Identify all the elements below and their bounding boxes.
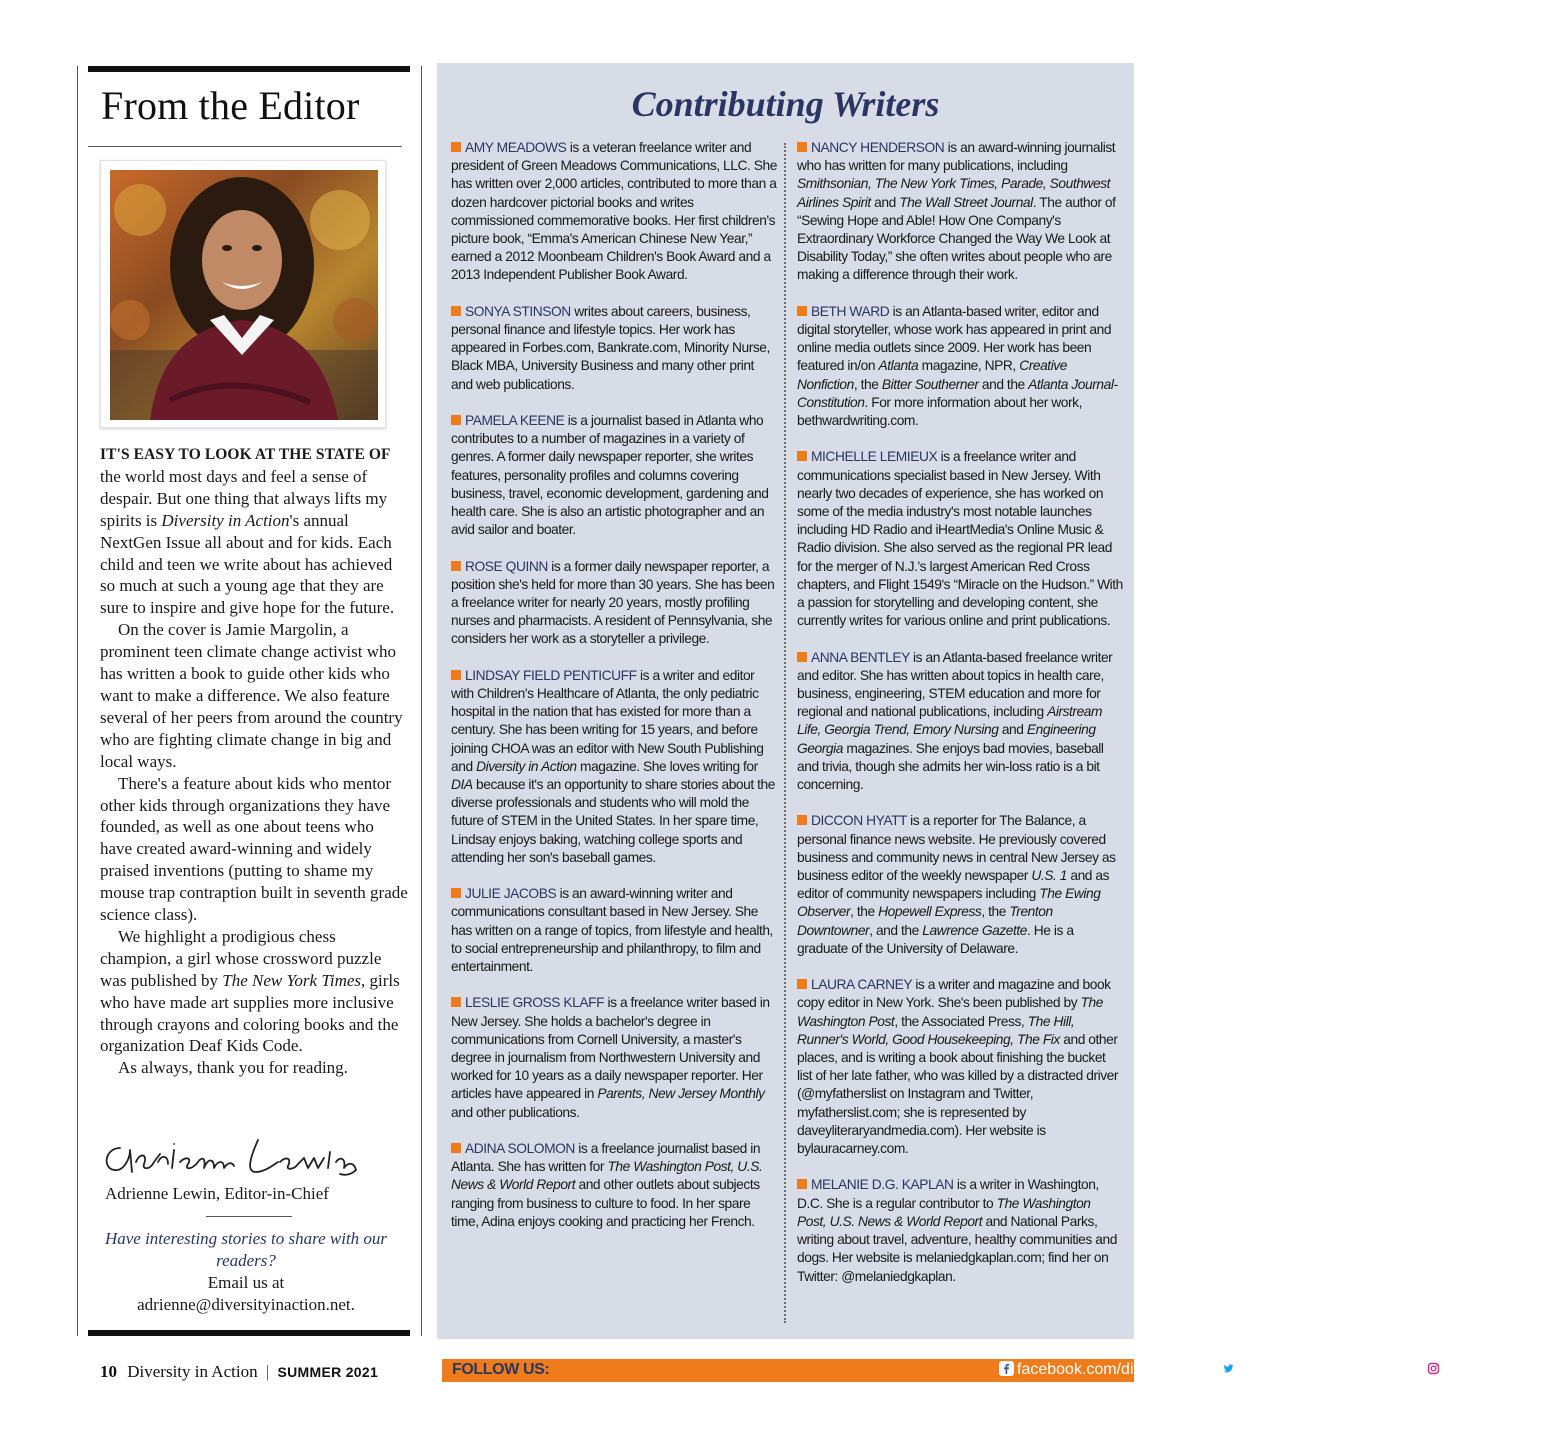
writer-bio-italic: Airstream Life, Georgia Trend, Emory Nursing <box>797 704 1103 738</box>
writer-entry <box>451 412 777 539</box>
writer-name: NANCY HENDERSON <box>811 140 945 155</box>
contact-block <box>100 1228 392 1316</box>
writers-title: Contributing Writers <box>631 84 940 124</box>
page-number: 10 <box>100 1362 117 1381</box>
bullet-square-icon <box>797 652 807 662</box>
writer-bio-italic: U.S. 1 <box>1031 868 1067 884</box>
page-footer <box>100 1362 378 1382</box>
writer-bio: is an Atlanta-based writer, editor and digital storyteller, whose work has appeared in print and online media outlets since 2009. Her work has been featured in/on <box>797 303 1112 374</box>
writer-bio-italic: The Washington Post <box>797 995 1103 1029</box>
writer-bio: and as editor of community newspapers including <box>797 868 1110 902</box>
writer-bio-italic: Hopewell Express <box>878 904 982 920</box>
follow-label: FOLLOW US: <box>452 1361 550 1378</box>
editor-letter <box>88 66 410 1336</box>
paragraph-3: There's a feature about kids who mentor other kids through organizations they have founded, as well as one about teens who have created award-winning and widely praised inventions (putting to shame my mouse trap contraption built in seventh grade science class). <box>100 773 408 925</box>
writer-bio: is a freelance writer and communications specialist based in New Jersey. With nearly two decades of experience, she has worked on some of the media industry's most notable launches including HD Radio and iHeartMedia's Online Music & Radio division. She also served as the regional PR lead for the merger of N.J.'s largest American Red Cross chapters, and Flight 1549's “Miracle on the Hudson.” With a passion for storytelling and developing content, she currently writes for various online and print publications. <box>797 449 1123 629</box>
writer-entry <box>451 667 777 867</box>
editor-photo <box>100 160 386 428</box>
writer-bio: is an award-winning journalist who has written for many publications, including <box>797 140 1116 174</box>
writer-bio: , the Associated Press, <box>894 1013 1028 1029</box>
writer-bio: is a freelance writer based in New Jersey. She holds a bachelor's degree in communications from Cornell University, a master's degree in journalism from Northwestern University and worked for 10 years as a daily newspaper reporter. Her articles have appeared in <box>451 995 770 1102</box>
bullet-square-icon <box>451 142 461 152</box>
writer-bio-italic: Engineering Georgia <box>797 722 1096 756</box>
writer-bio: and <box>998 722 1027 738</box>
writer-bio: . For more information about her work, bethwardwriting.com. <box>797 394 1083 429</box>
paragraph-4b: , girls who have made art supplies more inclusive through crayons and coloring books and the organization Deaf Kids Code. <box>100 970 400 1056</box>
writer-entry <box>451 994 777 1121</box>
short-rule <box>206 1216 292 1217</box>
facebook-link[interactable] <box>999 1361 1197 1379</box>
editor-signature <box>100 1128 370 1183</box>
bullet-square-icon <box>797 451 807 461</box>
follow-us-bar <box>442 1359 1554 1382</box>
writer-bio-italic: Diversity in Action <box>476 758 577 774</box>
writer-bio-italic: Parents, New Jersey Monthly <box>597 1086 765 1102</box>
writer-name: MICHELLE LEMIEUX <box>811 449 938 465</box>
writer-bio: , the <box>981 904 1010 920</box>
writer-bio: and the <box>978 376 1029 392</box>
top-bar <box>88 66 410 72</box>
bullet-square-icon <box>451 306 461 316</box>
twitter-link[interactable] <box>1221 1361 1396 1379</box>
writer-bio: is a journalist based in Atlanta who contributes to a number of magazines in a variety of genres. A former daily newspaper reporter, she writes features, personality profiles and columns covering business, travel, economic development, gardening and health care. She is also an artistic photographer and an avid sailor and boater. <box>451 413 769 538</box>
writer-bio: magazine. She loves writing for <box>576 758 758 774</box>
bullet-square-icon <box>451 415 461 425</box>
instagram-icon <box>1426 1361 1441 1376</box>
writer-bio-italic: The Washington Post, U.S. News & World Report <box>797 1195 1091 1229</box>
writer-name: ADINA SOLOMON <box>465 1141 575 1157</box>
writer-entry <box>797 649 1123 795</box>
paragraph-5: As always, thank you for reading. <box>118 1058 348 1078</box>
writer-bio: and other publications. <box>451 1104 580 1120</box>
writer-bio: is a freelance journalist based in Atlanta. She has written for <box>451 1141 761 1175</box>
writer-bio: because it's an opportunity to share stories about the diverse professionals and students who will mold the future of STEM in the United States. In her spare time, Lindsay enjoys baking, watching college sports and attending her son's baseball games. <box>451 777 775 865</box>
writer-bio: . He is a graduate of the University of Delaware. <box>797 922 1074 956</box>
paragraph-1-italic: Diversity in Action <box>161 510 290 530</box>
writer-name: JULIE JACOBS <box>465 886 557 902</box>
lead-in: IT'S EASY TO LOOK AT THE STATE OF <box>100 446 391 463</box>
footer-separator: | <box>265 1362 270 1381</box>
writer-bio: , the <box>853 376 882 392</box>
writer-name: ANNA BENTLEY <box>811 649 910 665</box>
writer-entry <box>797 303 1123 430</box>
bullet-square-icon <box>797 142 807 152</box>
writer-entry <box>451 1140 777 1231</box>
writer-entry <box>451 885 777 976</box>
title-rule <box>88 146 402 147</box>
bullet-square-icon <box>797 306 807 316</box>
twitter-url: twitter.com/divinaction <box>1239 1361 1396 1378</box>
writer-name: LESLIE GROSS KLAFF <box>465 995 605 1011</box>
contact-question: Have interesting stories to share with our readers? <box>104 1229 388 1270</box>
bullet-square-icon <box>797 1179 807 1189</box>
writer-bio: , and the <box>869 922 923 938</box>
facebook-url: facebook.com/divinaction <box>1017 1361 1197 1378</box>
writer-bio-italic: Bitter Southerner <box>881 376 979 392</box>
writer-bio-italic: Smithsonian, The New York Times, Parade, Southwest Airlines Spirit <box>797 176 1111 210</box>
writer-name: AMY MEADOWS <box>465 140 567 155</box>
contact-email-link[interactable]: adrienne@diversityinaction.net. <box>137 1295 355 1314</box>
writer-bio: and other outlets about subjects ranging from business to culture to food. In her spare time, Adina enjoys cooking and practicing her French. <box>451 1177 760 1229</box>
writer-name: BETH WARD <box>811 303 890 319</box>
writer-bio: , the <box>850 904 879 920</box>
writer-bio: is a former daily newspaper reporter, a position she's held for more than 30 years. She has been a freelance writer for nearly 20 years, mostly profiling nurses and pharmacists. A resident of Pennsylvania, she considers her work as a storyteller a privilege. <box>451 558 775 647</box>
writer-name: ROSE QUINN <box>465 558 548 574</box>
writer-bio: . The author of “Sewing Hope and Able! How One Company's Extraordinary Workforce Changed the Way We Look at Disability Today,” she often writes about people who are making a difference through their work. <box>797 194 1116 283</box>
editor-portrait-image <box>110 170 378 420</box>
writer-bio-italic: The Hill, Runner's World, Good Housekeeping, The Fix <box>797 1013 1075 1047</box>
writer-bio-italic: Trenton Downtowner <box>797 904 1053 938</box>
paragraph-1b: 's annual NextGen Issue all about and for kids. Each child and teen we write about has achieved so much at such a young age that they are sure to inspire and give hope for the future. <box>100 510 395 618</box>
writer-bio: and <box>870 194 900 210</box>
writer-entry <box>797 1176 1123 1285</box>
writer-name: SONYA STINSON <box>465 303 571 319</box>
paragraph-2: On the cover is Jamie Margolin, a prominent teen climate change activist who has written a book to guide other kids who want to make a difference. We also feature several of her peers from around the country who are fighting climate change in big and local ways. <box>100 620 403 771</box>
writer-bio-italic: The Washington Post, U.S. News & World Report <box>451 1159 763 1193</box>
contributing-writers-panel <box>437 63 1134 1339</box>
writer-entry <box>797 448 1123 630</box>
contact-line: Email us at <box>207 1273 285 1292</box>
writer-entry <box>451 303 777 394</box>
publication-name: Diversity in Action <box>127 1362 258 1381</box>
bullet-square-icon <box>451 561 461 571</box>
writer-bio: is a writer and magazine and book copy editor in New York. She's been published by <box>797 977 1111 1011</box>
bullet-square-icon <box>451 997 461 1007</box>
writer-bio: and other places, and is writing a book about finishing the bucket list of her late father, who was killed by a distracted driver (@myfatherslist on Instagram and Twitter, myfatherslist.com; she is represented by daveyliteraryandmedia.com). Her website is bylauracarney.com. <box>797 1031 1119 1157</box>
writer-bio-italic: Lawrence Gazette <box>922 922 1028 938</box>
signature-name: Adrienne Lewin, Editor-in-Chief <box>105 1184 329 1203</box>
instagram-link[interactable] <box>1426 1361 1554 1379</box>
column-divider-rule <box>421 66 422 1336</box>
writer-bio: is a veteran freelance writer and president of Green Meadows Communications, LLC. She has written over 2,000 articles, contributed to more than a dozen hardcover pictorial books and writes commissioned commemorative books. Her first children's picture book, “Emma's American Chinese New Year,” earned a 2012 Moonbeam Children's Book Award and a 2013 Independent Publisher Book Award. <box>451 140 777 283</box>
bullet-square-icon <box>451 888 461 898</box>
writer-bio: is a writer in Washington, D.C. She is a regular contributor to <box>797 1177 1099 1211</box>
writer-name: PAMELA KEENE <box>465 413 565 429</box>
left-column-rule <box>77 66 78 1336</box>
paragraph-4-italic: The New York Times <box>222 970 362 990</box>
writer-bio: writes about careers, business, personal finance and lifestyle topics. Her work has appeared in Forbes.com, Bankrate.com, Minority Nurse, Black MBA, University Business and many other print and web publications. <box>451 303 770 392</box>
writer-bio: is a writer and editor with Children's Healthcare of Atlanta, the only pediatric hospital in the nation that has existed for more than a century. She has been writing for 15 years, and before joining CHOA was an editor with New South Publishing and <box>451 667 764 774</box>
writer-bio-italic: DIA <box>451 777 473 793</box>
bullet-square-icon <box>797 979 807 989</box>
dotted-divider <box>784 143 786 1323</box>
editor-title: From the Editor <box>101 83 360 128</box>
writers-column-right <box>797 139 1123 1304</box>
paragraph-4a: We highlight a prodigious chess champion, a girl whose crossword puzzle was published by <box>100 926 382 990</box>
editor-body <box>100 443 410 1079</box>
writer-name: LINDSAY FIELD PENTICUFF <box>465 667 637 683</box>
instagram-handle: @div_in_action <box>1444 1361 1554 1378</box>
bottom-bar <box>88 1330 410 1336</box>
writer-bio: magazine, NPR, <box>918 358 1020 374</box>
writer-name: MELANIE D.G. KAPLAN <box>811 1177 954 1193</box>
writer-bio: is an award-winning writer and communications consultant based in New Jersey. She has written on a range of topics, from lifestyle and health, to social entrepreneurship and philanthropy, to film and entertainment. <box>451 886 773 975</box>
paragraph-1a: the world most days and feel a sense of despair. But one thing that always lifts my spirits is <box>100 466 388 530</box>
writer-entry <box>797 976 1123 1158</box>
writers-column-left <box>451 139 777 1249</box>
writer-bio-italic: Atlanta <box>878 358 919 374</box>
writer-bio: is an Atlanta-based freelance writer and editor. She has written about topics in health care, business, engineering, STEM education and more for regional and national publications, including <box>797 649 1113 720</box>
writer-bio-italic: Creative Nonfiction <box>797 358 1067 392</box>
writer-bio-italic: The Wall Street Journal <box>899 194 1033 210</box>
twitter-icon <box>1221 1361 1236 1376</box>
writer-bio: is a reporter for The Balance, a personal finance news website. He previously covered business and community news in central New Jersey as business editor of the weekly newspaper <box>797 813 1116 884</box>
bullet-square-icon <box>451 670 461 680</box>
writer-bio: and National Parks, writing about travel, adventure, healthy communities and dogs. Her website is melaniedgkaplan.com; find her on Twitter: @melaniedgkaplan. <box>797 1213 1117 1284</box>
bullet-square-icon <box>797 815 807 825</box>
issue-label: SUMMER 2021 <box>277 1364 379 1380</box>
writer-bio-italic: Atlanta Journal-Constitution <box>797 376 1118 410</box>
writer-entry <box>797 812 1123 958</box>
writer-entry <box>451 139 777 285</box>
bullet-square-icon <box>451 1143 461 1153</box>
facebook-icon <box>999 1361 1014 1376</box>
writer-name: DICCON HYATT <box>811 813 907 829</box>
writer-name: LAURA CARNEY <box>811 977 912 993</box>
writer-entry <box>451 558 777 649</box>
writer-bio-italic: The Ewing Observer <box>797 886 1101 920</box>
writer-bio: magazines. She enjoys bad movies, baseball and trivia, though she admits her win-loss ratio is a bit concerning. <box>797 740 1104 793</box>
writer-entry <box>797 139 1123 285</box>
